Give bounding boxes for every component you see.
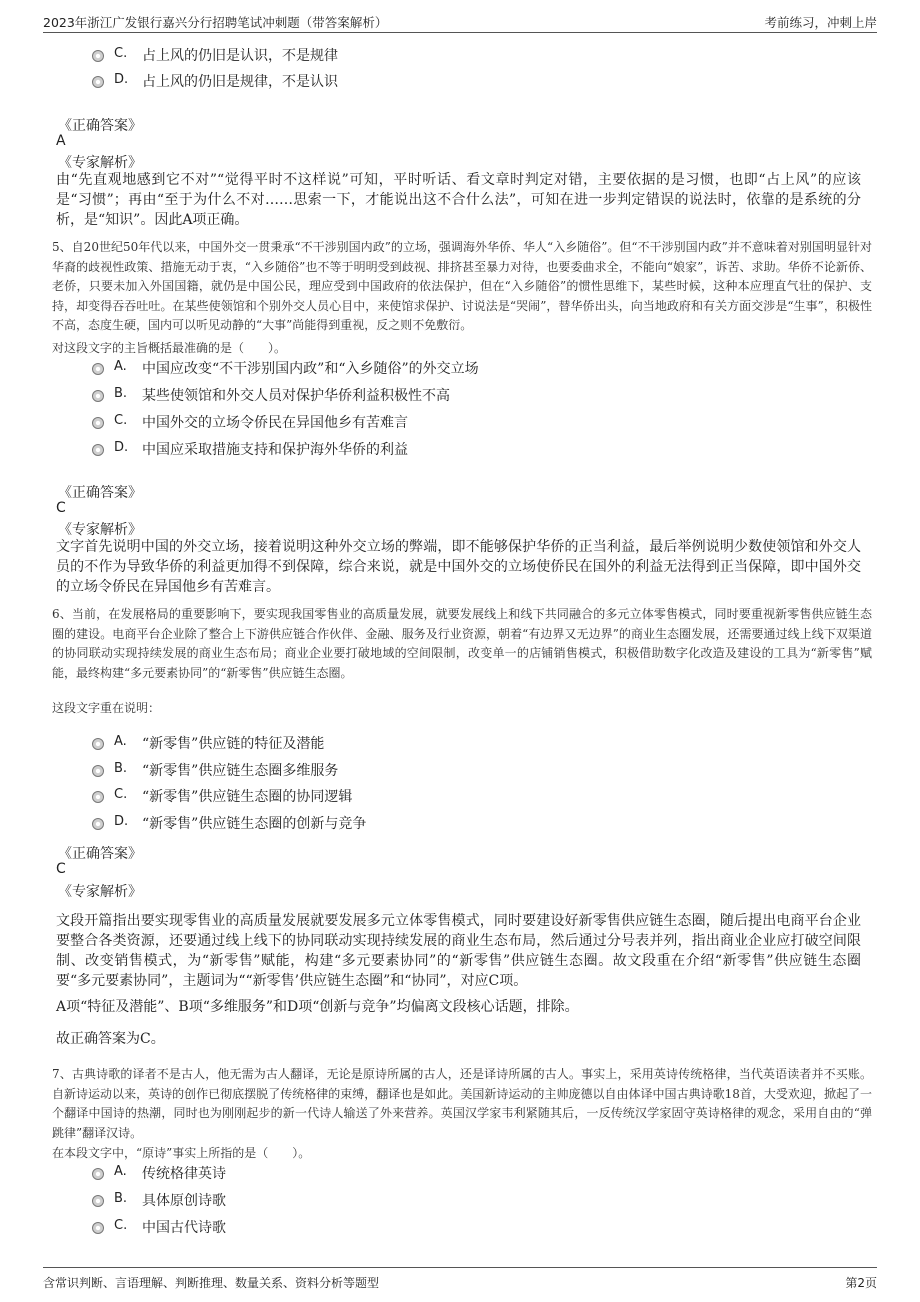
question-prompt: 对这段文字的主旨概括最准确的是（ ）。 [52,341,287,355]
option-letter: C. [114,1218,128,1233]
radio-icon[interactable] [92,444,104,456]
option-text: “新零售”供应链生态圈的协同逻辑 [142,789,353,805]
question-stem: 7、古典诗歌的译者不是古人，他无需为古人翻译，无论是原诗所属的古人，还是译诗所属的古人。事实上，采用英诗传统格律，当代英语读者并不买账。自新诗运动以来，英诗的创作已彻底摆脱了传统格律的束缚，翻译也是如此。美国新诗运动的主帅庞德以自由体译中国古典诗歌18首，大受欢迎，掀起了一个翻译中国诗的热潮，同时也为刚刚起步的新一代诗人输送了外来营养。英国汉学家韦利紧随其后，一反传统汉学家固守英诗格律的观念，采用自由的“弹跳律”翻译汉诗。 [52,1067,872,1140]
answer-label: 《正确答案》 [58,846,142,862]
page-number: 第2页 [845,1276,877,1290]
radio-icon[interactable] [92,1222,104,1234]
footer-topics: 含常识判断、言语理解、判断推理、数量关系、资料分析等题型 [43,1276,380,1290]
option-text: “新零售”供应链生态圈的创新与竞争 [142,816,367,832]
analysis-label: 《专家解析》 [58,522,142,538]
radio-icon[interactable] [92,363,104,375]
option-text: 占上风的仍旧是规律，不是认识 [142,74,338,90]
analysis-label: 《专家解析》 [58,155,142,171]
radio-icon[interactable] [92,791,104,803]
question-prompt: 在本段文字中，“原诗”事实上所指的是（ ）。 [52,1146,311,1160]
option-letter: B. [114,386,128,401]
radio-icon[interactable] [92,390,104,402]
option-text: 中国应改变“不干涉别国内政”和“入乡随俗”的外交立场 [142,361,479,377]
analysis-label: 《专家解析》 [58,884,142,900]
option-letter: D. [114,72,129,87]
analysis-text: 由“先直观地感到它不对”“觉得平时不这样说”可知，平时听话、看文章时判定对错，主要依据的是习惯，也即“占上风”的应该是“习惯”；再由“至于为什么不对……思索一下，才能说出这不合什么法”，可知在进一步判定错误的说法时，依靠的是系统的分析，是“知识”。因此A项正确。 [56,172,861,228]
option-letter: A. [114,734,127,749]
header-slogan: 考前练习，冲刺上岸 [764,15,877,30]
option-letter: C. [114,46,128,61]
option-text: 中国外交的立场令侨民在异国他乡有苦难言 [142,415,408,431]
radio-icon[interactable] [92,76,104,88]
answer-value: C [56,500,66,516]
question-stem: 6、当前，在发展格局的重要影响下，要实现我国零售业的高质量发展，就要发展线上和线下共同融合的多元立体零售模式，同时要重视新零售供应链生态圈的建设。电商平台企业除了整合上下游供应链合作伙伴、金融、服务及行业资源，朝着“有边界又无边界”的商业生态圈发展，还需要通过线上线下双渠道的协同联动实现持续发展的商业生态布局；商业企业要打破地域的空间限制，改变单一的店铺销售模式，积极借助数字化改造及建设的工具为“新零售”赋能，最终构建“多元要素协同”的“新零售”供应链生态圈。 [52,607,872,680]
analysis-text: 文段开篇指出要实现零售业的高质量发展就要发展多元立体零售模式，同时要建设好新零售供应链生态圈，随后提出电商平台企业要整合各类资源，还要通过线上线下的协同联动实现持续发展的商业生态布局，然后通过分号表并列，指出商业企业应打破空间限制、改变销售模式，为“新零售”赋能，构建“多元要素协同”的“新零售”供应链生态圈。故文段重在介绍“新零售”供应链生态圈要“多元要素协同”，主题词为““新零售’供应链生态圈”和“协同”，对应C项。 [56,913,861,989]
radio-icon[interactable] [92,1168,104,1180]
option-text: “新零售”供应链生态圈多维服务 [142,763,339,779]
option-letter: D. [114,440,129,455]
option-text: 具体原创诗歌 [142,1193,226,1209]
option-text: “新零售”供应链的特征及潜能 [142,736,325,752]
option-text: 某些使领馆和外交人员对保护华侨利益积极性不高 [142,388,450,404]
option-text: 传统格律英诗 [142,1166,226,1182]
option-letter: D. [114,814,129,829]
question-stem: 5、自20世纪50年代以来，中国外交一贯秉承“不干涉别国内政”的立场，强调海外华侨、华人“入乡随俗”。但“不干涉别国内政”并不意味着对别国明显针对华裔的歧视性政策、措施无动于衷，“入乡随俗”也不等于明明受到歧视、排挤甚至暴力对待，也要委曲求全，不能向“娘家”，诉苦、求助。华侨不论新侨、老侨，只要未加入外国国籍，就仍是中国公民，理应受到中国政府的依法保护，但在“入乡随俗”的惯性思维下，某些时候，这种本应理直气壮的保护、支持，却变得吞吞吐吐。在某些使领馆和个别外交人员心目中，来使馆求保护、讨说法是“哭闹”，替华侨出头，向当地政府和有关方面交涉是“生事”，积极性不高，态度生硬，国内可以听见动静的“大事”尚能得到重视，反之则不免敷衍。 [52,240,872,332]
option-letter: A. [114,1164,127,1179]
exclusion-text: A项“特征及潜能”、B项“多维服务”和D项“创新与竞争”均偏离文段核心话题，排除。 [56,999,579,1015]
option-letter: C. [114,413,128,428]
option-text: 中国古代诗歌 [142,1220,226,1236]
answer-value: A [56,133,66,149]
radio-icon[interactable] [92,417,104,429]
answer-label: 《正确答案》 [58,118,142,134]
conclusion-text: 故正确答案为C。 [56,1031,165,1047]
radio-icon[interactable] [92,50,104,62]
option-letter: B. [114,1191,128,1206]
radio-icon[interactable] [92,818,104,830]
analysis-text: 文字首先说明中国的外交立场，接着说明这种外交立场的弊端，即不能够保护华侨的正当利益，最后举例说明少数使领馆和外交人员的不作为导致华侨的利益更加得不到保障，综合来说，就是中国外交的立场使侨民在国外的利益无法得到正当保障，即中国外交的立场令侨民在异国他乡有苦难言。 [56,539,861,595]
answer-value: C [56,861,66,877]
page-header [43,9,877,33]
answer-label: 《正确答案》 [58,485,142,501]
question-prompt: 这段文字重在说明： [52,701,161,715]
radio-icon[interactable] [92,765,104,777]
radio-icon[interactable] [92,738,104,750]
option-text: 占上风的仍旧是认识，不是规律 [142,48,338,64]
option-text: 中国应采取措施支持和保护海外华侨的利益 [142,442,408,458]
option-letter: C. [114,787,128,802]
document-title: 2023年浙江广发银行嘉兴分行招聘笔试冲刺题（带答案解析） [43,15,388,30]
option-letter: A. [114,359,127,374]
radio-icon[interactable] [92,1195,104,1207]
page-footer [43,1267,877,1293]
option-letter: B. [114,761,128,776]
